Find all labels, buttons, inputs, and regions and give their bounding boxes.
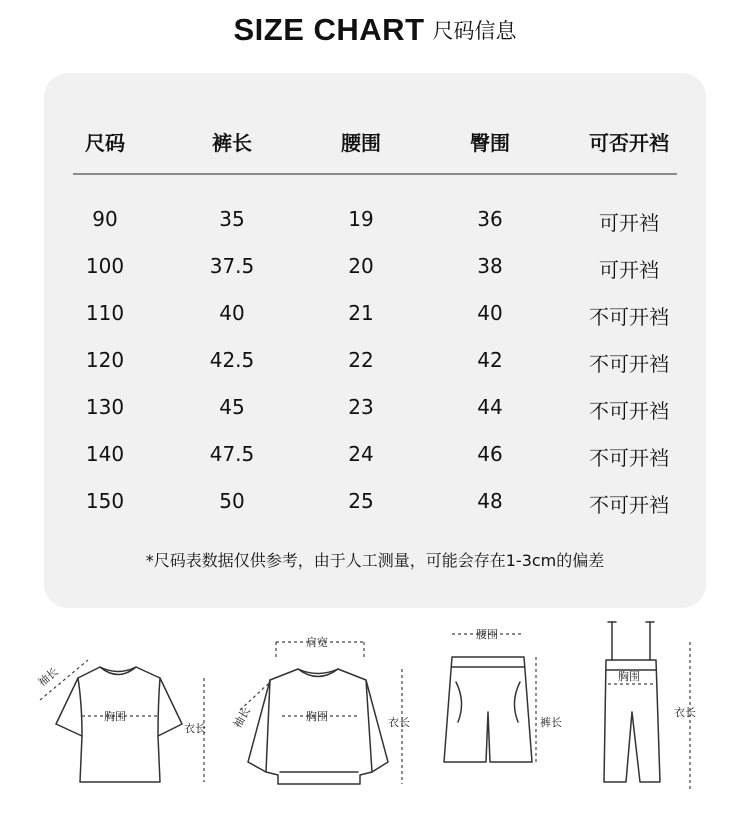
header-waist: 腰围 bbox=[341, 131, 381, 155]
overalls-chest-label: 胸围 bbox=[618, 670, 640, 683]
title-zh: 尺码信息 bbox=[432, 19, 517, 43]
cell-open-crotch: 可开裆 bbox=[599, 211, 659, 235]
cell-waist: 23 bbox=[348, 395, 374, 419]
cell-size: 150 bbox=[85, 489, 125, 513]
title-en: SIZE CHART bbox=[233, 12, 425, 47]
sweater-shoulder-label: 肩宽 bbox=[306, 636, 328, 649]
measurement-diagrams bbox=[0, 612, 750, 839]
cell-waist: 22 bbox=[348, 348, 374, 372]
cell-open-crotch: 不可开裆 bbox=[589, 305, 669, 329]
sweater-outline bbox=[266, 669, 372, 784]
cell-pants-length: 42.5 bbox=[209, 348, 255, 372]
table-row bbox=[44, 254, 706, 284]
cell-open-crotch: 不可开裆 bbox=[589, 446, 669, 470]
header-open-crotch: 可否开裆 bbox=[589, 131, 669, 155]
cell-waist: 20 bbox=[348, 254, 374, 278]
measurement-note: *尺码表数据仅供参考，由于人工测量，可能会存在1-3cm的偏差 bbox=[145, 551, 605, 570]
cell-pants-length: 37.5 bbox=[209, 254, 255, 278]
cell-size: 90 bbox=[92, 207, 118, 231]
size-table-card bbox=[44, 73, 706, 608]
sweater-diagram bbox=[248, 669, 388, 784]
shorts-outline bbox=[444, 657, 532, 762]
table-row bbox=[44, 301, 706, 331]
cell-pants-length: 40 bbox=[219, 301, 245, 325]
cell-open-crotch: 可开裆 bbox=[599, 258, 659, 282]
cell-size: 130 bbox=[85, 395, 125, 419]
cell-waist: 25 bbox=[348, 489, 374, 513]
table-row bbox=[44, 489, 706, 519]
cell-hip: 36 bbox=[477, 207, 503, 231]
sweater-sleeve-label: 袖长 bbox=[230, 704, 254, 731]
cell-hip: 44 bbox=[477, 395, 503, 419]
overalls-diagram bbox=[604, 622, 660, 782]
header-hip: 臀围 bbox=[470, 131, 510, 155]
cell-pants-length: 47.5 bbox=[209, 442, 255, 466]
cell-waist: 24 bbox=[348, 442, 374, 466]
overalls-length-label: 衣长 bbox=[674, 706, 696, 719]
cell-waist: 19 bbox=[348, 207, 374, 231]
cell-open-crotch: 不可开裆 bbox=[589, 399, 669, 423]
tshirt-diagram bbox=[56, 667, 182, 782]
shorts-waist-label: 腰围 bbox=[476, 628, 498, 641]
tshirt-chest-label: 胸围 bbox=[104, 710, 126, 723]
cell-hip: 46 bbox=[477, 442, 503, 466]
cell-size: 140 bbox=[85, 442, 125, 466]
cell-hip: 42 bbox=[477, 348, 503, 372]
header-divider bbox=[73, 173, 677, 175]
shorts-diagram bbox=[444, 657, 532, 762]
cell-pants-length: 50 bbox=[219, 489, 245, 513]
table-row bbox=[44, 395, 706, 425]
header-pants-length: 裤长 bbox=[212, 131, 252, 155]
tshirt-outline bbox=[56, 667, 182, 782]
cell-size: 120 bbox=[85, 348, 125, 372]
cell-open-crotch: 不可开裆 bbox=[589, 352, 669, 376]
table-row bbox=[44, 442, 706, 472]
page-title bbox=[0, 12, 750, 48]
tshirt-sleeve-label: 袖长 bbox=[35, 665, 61, 690]
cell-hip: 38 bbox=[477, 254, 503, 278]
cell-waist: 21 bbox=[348, 301, 374, 325]
cell-open-crotch: 不可开裆 bbox=[589, 493, 669, 517]
sweater-length-label: 衣长 bbox=[388, 716, 410, 729]
table-header bbox=[44, 127, 706, 157]
sweater-chest-label: 胸围 bbox=[306, 710, 328, 723]
cell-pants-length: 45 bbox=[219, 395, 245, 419]
cell-size: 110 bbox=[85, 301, 125, 325]
cell-size: 100 bbox=[85, 254, 125, 278]
shorts-length-label: 裤长 bbox=[540, 716, 562, 729]
table-row bbox=[44, 207, 706, 237]
header-size: 尺码 bbox=[85, 131, 125, 155]
cell-hip: 48 bbox=[477, 489, 503, 513]
cell-hip: 40 bbox=[477, 301, 503, 325]
tshirt-length-label: 衣长 bbox=[184, 722, 206, 735]
table-row bbox=[44, 348, 706, 378]
cell-pants-length: 35 bbox=[219, 207, 245, 231]
